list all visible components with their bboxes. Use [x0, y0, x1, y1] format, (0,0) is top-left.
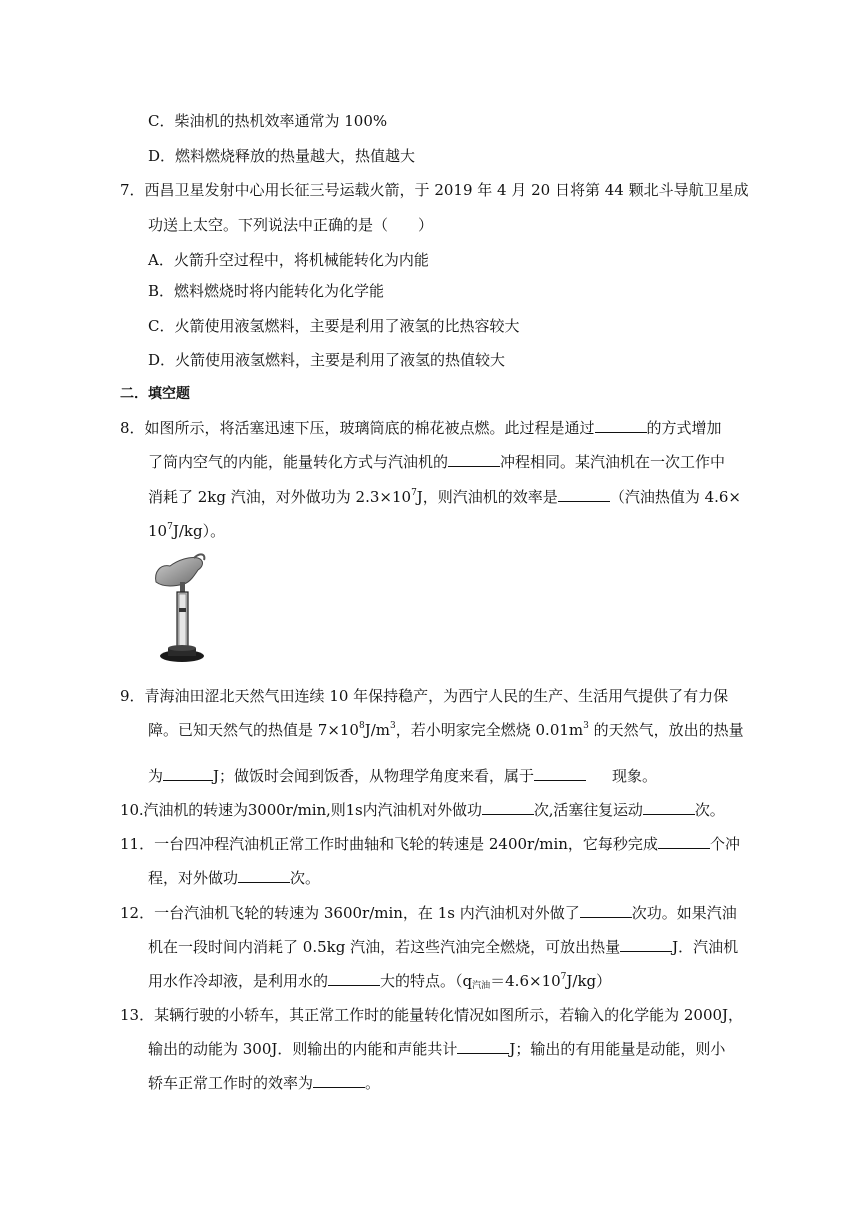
q10-line [120, 800, 725, 820]
q11-line1 [120, 834, 740, 854]
q8-text: J，则汽油机的效率是 [416, 488, 558, 506]
q11-text: 程，对外做功 [148, 869, 239, 887]
q7-option-b: B．燃料燃烧时将内能转化为化学能 [148, 282, 385, 300]
q11-text: 个冲 [709, 835, 740, 853]
q12-text: 次功。如果汽油 [631, 904, 737, 922]
blank [238, 868, 290, 883]
q12-text: 机在一段时间内消耗了 0.5kg 汽油，若这些汽油完全燃烧，可放出热量 [148, 938, 621, 956]
blank [313, 1073, 365, 1088]
q12-text: 用水作冷却液，是利用水的 [148, 972, 329, 990]
blank [558, 487, 610, 502]
q10-text: 次,活塞往复运动 [533, 801, 643, 819]
q7-stem-line2: 功送上太空。下列说法中正确的是（ ） [148, 216, 434, 234]
blank [580, 903, 632, 918]
exponent: 7 [167, 522, 173, 532]
q8-text: 8．如图所示，将活塞迅速下压，玻璃筒底的棉花被点燃。此过程是通过 [120, 419, 595, 437]
subscript: 汽油 [472, 981, 491, 991]
exponent: 8 [358, 721, 365, 731]
q11-text: 11．一台四冲程汽油机正常工作时曲轴和飞轮的转速是 2400r/min，它每秒完成 [120, 835, 658, 853]
q11-text: 次。 [290, 869, 321, 887]
fire-syringe-figure [150, 552, 212, 668]
q9-text: J；做饭时会闻到饭香，从物理学角度来看，属于 [213, 767, 535, 785]
q6-option-c: C．柴油机的热机效率通常为 100% [148, 112, 388, 130]
q9-text: J/m [364, 721, 390, 739]
q10-text: 次。 [694, 801, 725, 819]
blank [643, 800, 695, 815]
q9-text: 的天然气，放出的热量 [588, 721, 744, 739]
q8-line1 [120, 418, 722, 438]
q12-text: ＝4.6×10 [490, 972, 561, 990]
q8-line3 [148, 487, 741, 507]
q7-option-c: C．火箭使用液氢燃料，主要是利用了液氢的比热容较大 [148, 317, 520, 335]
q8-text: J/kg）。 [172, 522, 226, 540]
q9-text: 障。已知天然气的热值是 7×10 [148, 721, 359, 739]
blank [448, 452, 500, 467]
q11-line2 [148, 868, 320, 888]
blank [534, 766, 586, 781]
q7-option-d: D．火箭使用液氢燃料，主要是利用了液氢的热值较大 [148, 351, 506, 369]
q8-text: （汽油热值为 4.6× [609, 488, 742, 506]
q13-text: J；输出的有用能量是动能，则小 [509, 1040, 726, 1058]
q9-text: 为 [148, 767, 164, 785]
q9-text: 现象。 [612, 767, 658, 785]
q9-line3 [148, 766, 657, 786]
q13-text: 轿车正常工作时的效率为 [148, 1074, 314, 1092]
exponent: 7 [560, 972, 567, 982]
q12-line3 [148, 971, 611, 991]
q12-text: 12．一台汽油机飞轮的转速为 3600r/min，在 1s 内汽油机对外做了 [120, 904, 580, 922]
exponent: 7 [411, 488, 417, 498]
q9-text: ，若小明家完全燃烧 0.01m [395, 721, 584, 739]
q12-text: 大的特点。（q [380, 972, 473, 990]
q8-text: 了筒内空气的内能，能量转化方式与汽油机的 [148, 453, 449, 471]
blank [658, 834, 710, 849]
q8-text: 冲程相同。某汽油机在一次工作中 [500, 453, 726, 471]
q12-text: J/kg） [566, 972, 612, 990]
q7-option-a: A．火箭升空过程中，将机械能转化为内能 [148, 251, 429, 269]
q8-text: 的方式增加 [646, 419, 722, 437]
q13-line3 [148, 1073, 380, 1093]
blank [620, 937, 672, 952]
q8-text: 10 [148, 522, 168, 540]
blank [595, 418, 647, 433]
exponent: 3 [390, 721, 396, 731]
blank [482, 800, 534, 815]
q13-line1: 13．某辆行驶的小轿车，其正常工作时的能量转化情况如图所示，若输入的化学能为 2000J， [120, 1006, 744, 1024]
q10-text: 10.汽油机的转速为3000r/min,则1s内汽油机对外做功 [120, 801, 482, 819]
section-heading: 二．填空题 [120, 386, 190, 402]
exponent: 3 [583, 721, 589, 731]
q9-line2 [148, 720, 744, 740]
q12-text: J．汽油机 [672, 938, 739, 956]
q13-text: 。 [365, 1074, 381, 1092]
q9-line1: 9．青海油田涩北天然气田连续 10 年保持稳产，为西宁人民的生产、生活用气提供了有力保 [120, 687, 729, 705]
blank [457, 1039, 509, 1054]
q8-line2 [148, 452, 725, 472]
q12-line2 [148, 937, 738, 957]
q8-text: 消耗了 2kg 汽油，对外做功为 2.3×10 [148, 488, 412, 506]
q7-stem-line1: 7．西昌卫星发射中心用长征三号运载火箭，于 2019 年 4 月 20 日将第 44 颗北斗导航卫星成 [120, 181, 749, 199]
q6-option-d: D．燃料燃烧释放的热量越大，热值越大 [148, 147, 416, 165]
q13-line2 [148, 1039, 725, 1059]
q13-text: 输出的动能为 300J．则输出的内能和声能共计 [148, 1040, 458, 1058]
blank [328, 971, 380, 986]
q8-line4 [148, 521, 225, 541]
q12-line1 [120, 903, 737, 923]
blank [163, 766, 213, 781]
